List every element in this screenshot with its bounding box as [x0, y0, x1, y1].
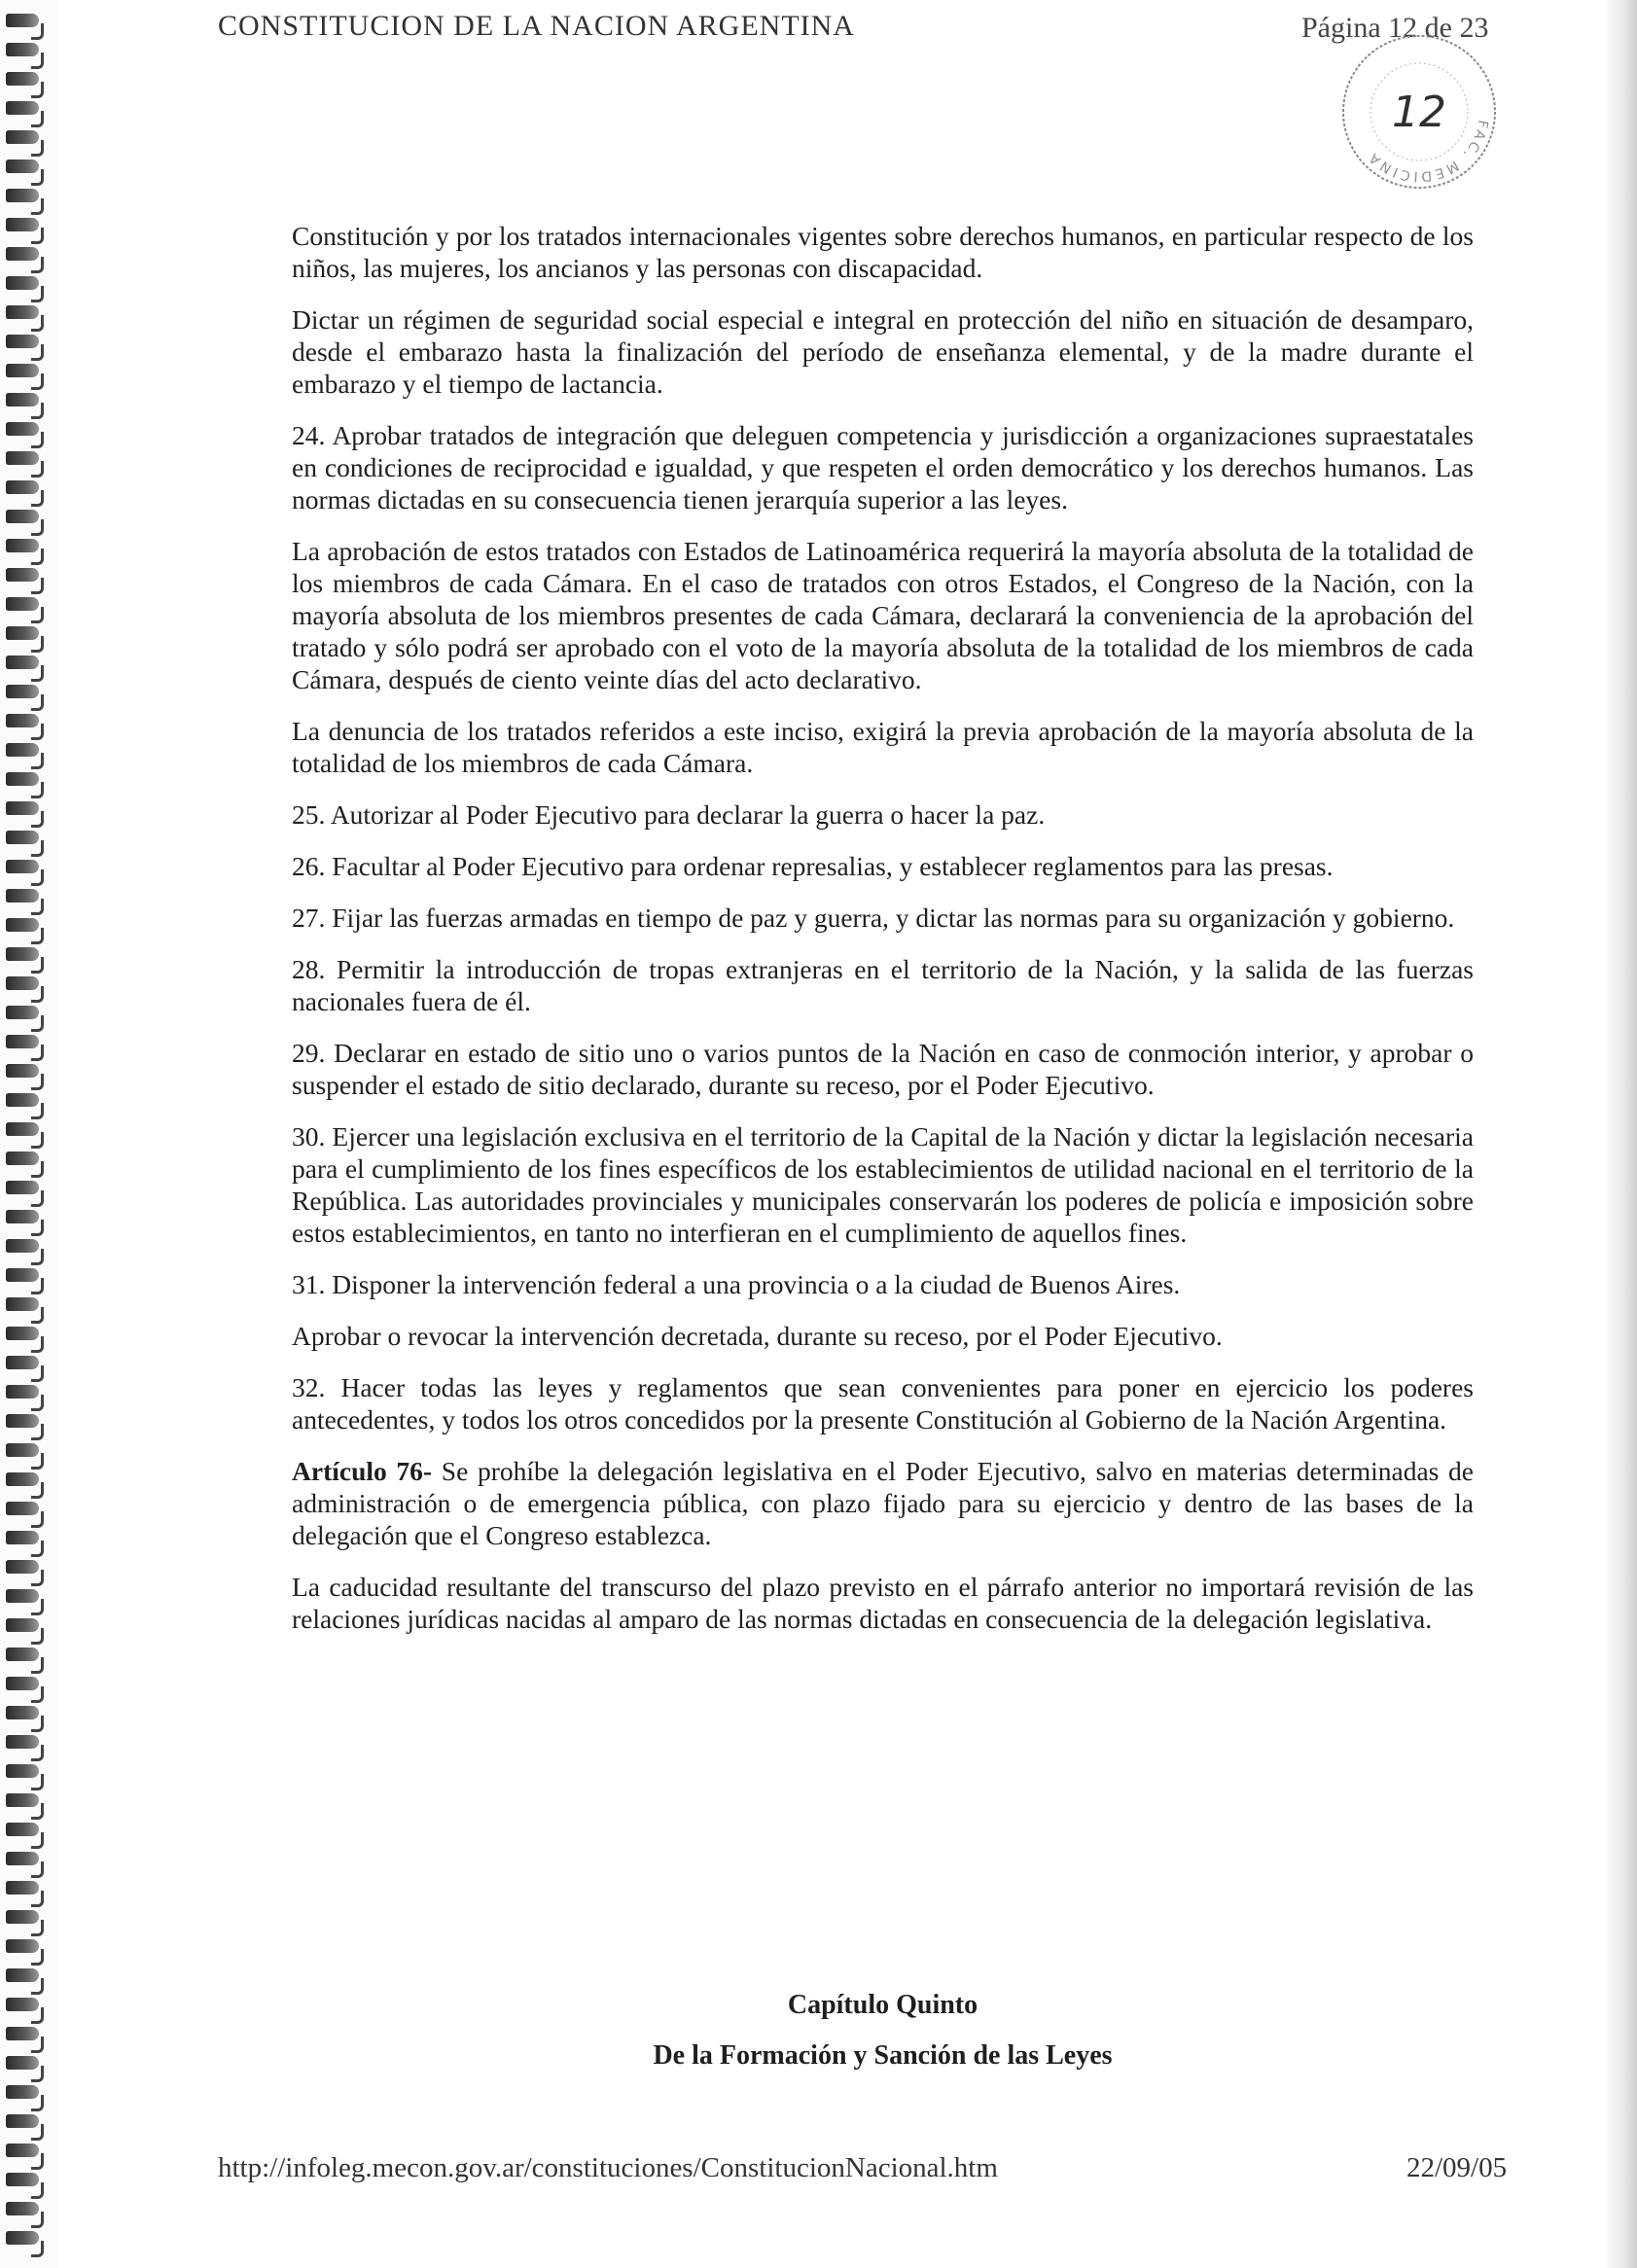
chapter-subtitle: De la Formación y Sanción de las Leyes [653, 2040, 1113, 2071]
body-paragraph [292, 902, 1474, 934]
binding-ring [6, 831, 39, 844]
binding-ring [6, 1648, 39, 1661]
body-paragraph [292, 1371, 1474, 1435]
paragraph-text: Dictar un régimen de seguridad social especial e integral en protección del niño en situación de desamparo, desde el embarazo hasta la finalización del período de enseñanza elemental, y de la madre durante el embarazo y el tiempo de lactancia. [292, 304, 1474, 399]
paragraph-text: 29. Declarar en estado de sitio uno o varios puntos de la Nación en caso de conmoción interior, y aprobar o suspender el estado de sitio declarado, durante su receso, por el Poder Ejecutivo. [292, 1038, 1474, 1100]
paragraph-text: 31. Disponer la intervención federal a una provincia o a la ciudad de Buenos Aires. [292, 1269, 1181, 1299]
binding-ring [6, 1472, 39, 1486]
body-paragraph [292, 303, 1474, 400]
binding-ring [6, 568, 39, 582]
binding-ring [6, 247, 39, 261]
binding-ring [6, 1239, 39, 1253]
binding-ring [6, 2085, 39, 2099]
paragraph-text: 26. Facultar al Poder Ejecutivo para ordenar represalias, y establecer reglamentos para las presas. [292, 851, 1334, 881]
binding-ring [6, 1152, 39, 1165]
body-paragraph [292, 1268, 1474, 1300]
paragraph-text: La aprobación de estos tratados con Estados de Latinoamérica requerirá la mayoría absoluta de la totalidad de los miembros de cada Cámara. En el caso de tratados con otros Estados, el Congreso de la Nación, con la mayoría absoluta de los miembros presentes de cada Cámara, declarará la conveniencia de la aprobación del tratado y sólo podrá ser aprobado con el voto de la mayoría absoluta de la totalidad de los miembros de cada Cámara, después de ciento veinte días del acto declarativo. [292, 536, 1474, 694]
binding-ring [6, 626, 39, 640]
binding-ring [6, 1998, 39, 2011]
binding-ring [6, 1502, 39, 1515]
binding-ring [6, 1560, 39, 1574]
body-paragraph [292, 850, 1474, 882]
binding-ring [6, 685, 39, 698]
binding-ring [6, 189, 39, 202]
binding-ring [6, 1881, 39, 1895]
binding-ring [6, 1735, 39, 1749]
binding-ring [6, 422, 39, 436]
body-paragraph [292, 798, 1474, 831]
binding-ring [6, 335, 39, 348]
article-label: Artículo 76- [292, 1456, 433, 1486]
body-paragraph [292, 1571, 1474, 1635]
page-edge-shadow [1604, 0, 1637, 2268]
binding-ring [6, 1268, 39, 1282]
binding-ring [6, 43, 39, 56]
paragraph-text: 25. Autorizar al Poder Ejecutivo para declarar la guerra o hacer la paz. [292, 799, 1046, 830]
binding-ring [6, 1356, 39, 1369]
binding-ring [6, 1210, 39, 1223]
body-paragraph [292, 1120, 1474, 1249]
binding-ring [6, 393, 39, 407]
body-paragraph [292, 535, 1474, 695]
binding-ring [6, 947, 39, 961]
binding-ring [6, 101, 39, 115]
binding-ring [6, 860, 39, 873]
chapter-title: Capítulo Quinto [787, 1990, 979, 2020]
body-paragraph [292, 1320, 1474, 1352]
body-paragraph [292, 1455, 1474, 1551]
binding-ring [6, 1968, 39, 1982]
paragraph-text: Constitución y por los tratados internacionales vigentes sobre derechos humanos, en particular respecto de los niños, las mujeres, los ancianos y las personas con discapacidad. [292, 221, 1474, 283]
spiral-binding [0, 0, 58, 2268]
binding-ring [6, 918, 39, 932]
binding-ring [6, 305, 39, 319]
binding-ring [6, 1910, 39, 1924]
binding-ring [6, 597, 39, 611]
binding-ring [6, 714, 39, 727]
binding-ring [6, 218, 39, 231]
binding-ring [6, 889, 39, 903]
paragraph-text: La caducidad resultante del transcurso del plazo previsto en el párrafo anterior no importará revisión de las relaciones jurídicas nacidas al amparo de las normas dictadas en consecuencia de la delegación legislativa. [292, 1572, 1474, 1634]
binding-ring [6, 1531, 39, 1544]
body-paragraph [292, 715, 1474, 779]
binding-ring [6, 14, 39, 27]
page-number: Página 12 de 23 [1301, 12, 1489, 44]
binding-ring [6, 1093, 39, 1107]
binding-ring [6, 1852, 39, 1865]
svg-text:FAC. MEDICINA: FAC. MEDICINA [1364, 118, 1491, 185]
binding-ring [6, 1939, 39, 1953]
binding-ring [6, 1035, 39, 1048]
binding-ring [6, 1823, 39, 1836]
binding-ring [6, 130, 39, 144]
binding-ring [6, 2027, 39, 2040]
body-paragraph [292, 220, 1474, 284]
binding-ring [6, 480, 39, 494]
paragraph-text: 27. Fijar las fuerzas armadas en tiempo de paz y guerra, y dictar las normas para su organización y gobierno. [292, 903, 1455, 933]
binding-ring [6, 1706, 39, 1719]
binding-ring [6, 2231, 39, 2245]
binding-ring [6, 2202, 39, 2215]
binding-ring [6, 276, 39, 290]
binding-ring [6, 743, 39, 757]
binding-ring [6, 2114, 39, 2128]
binding-ring [6, 1677, 39, 1690]
paragraph-text: Se prohíbe la delegación legislativa en el Poder Ejecutivo, salvo en materias determinadas de administración o de emergencia pública, con plazo fijado para su ejercicio y dentro de las bases de la delegación que el Congreso establezca. [292, 1456, 1474, 1550]
body-paragraph [292, 953, 1474, 1017]
binding-ring [6, 976, 39, 990]
body-paragraph [292, 1037, 1474, 1101]
document-header-title: CONSTITUCION DE LA NACION ARGENTINA [218, 10, 855, 42]
binding-ring [6, 1618, 39, 1632]
binding-ring [6, 1006, 39, 1019]
source-url: http://infoleg.mecon.gov.ar/constituciones/ConstitucionNacional.htm [218, 2152, 998, 2183]
print-date: 22/09/05 [1406, 2152, 1508, 2183]
binding-ring [6, 1589, 39, 1603]
paragraph-text: 24. Aprobar tratados de integración que deleguen competencia y jurisdicción a organizaciones supraestatales en condiciones de reciprocidad e igualdad, y que respeten el orden democrático y los derechos humanos. Las normas dictadas en su consecuencia tienen jerarquía superior a las leyes. [292, 420, 1474, 514]
binding-ring [6, 1297, 39, 1311]
binding-ring [6, 159, 39, 173]
binding-ring [6, 1385, 39, 1399]
paragraph-text: Aprobar o revocar la intervención decretada, durante su receso, por el Poder Ejecutivo. [292, 1321, 1223, 1351]
paragraph-text: 30. Ejercer una legislación exclusiva en el territorio de la Capital de la Nación y dictar la legislación necesaria para el cumplimiento de los fines específicos de los establecimientos de utilidad nacional en el territorio de la República. Las autoridades provinciales y municipales conservarán los poderes de policía e imposición sobre estos establecimientos, en tanto no interfieran en el cumplimiento de aquellos fines. [292, 1121, 1474, 1248]
seal-stamp-icon [1336, 29, 1502, 195]
paragraph-text: 32. Hacer todas las leyes y reglamentos que sean convenientes para poner en ejercicio los poderes antecedentes, y todos los otros concedidos por la presente Constitución al Gobierno de la Nación Argentina. [292, 1372, 1474, 1435]
stamp-number: 12 [1392, 88, 1446, 137]
binding-ring [6, 1793, 39, 1807]
binding-ring [6, 1122, 39, 1136]
binding-ring [6, 1764, 39, 1778]
binding-ring [6, 451, 39, 465]
document-body [292, 220, 1474, 1654]
paragraph-text: 28. Permitir la introducción de tropas extranjeras en el territorio de la Nación, y la salida de las fuerzas nacionales fuera de él. [292, 954, 1474, 1016]
binding-ring [6, 656, 39, 669]
binding-ring [6, 1414, 39, 1428]
binding-ring [6, 2144, 39, 2157]
binding-ring [6, 1443, 39, 1457]
binding-ring [6, 1181, 39, 1194]
binding-ring [6, 801, 39, 815]
binding-ring [6, 772, 39, 786]
binding-ring [6, 72, 39, 86]
binding-ring [6, 1064, 39, 1078]
body-paragraph [292, 419, 1474, 515]
binding-ring [6, 364, 39, 377]
binding-ring [6, 539, 39, 552]
binding-ring [6, 2173, 39, 2186]
paragraph-text: La denuncia de los tratados referidos a este inciso, exigirá la previa aprobación de la mayoría absoluta de la totalidad de los miembros de cada Cámara. [292, 716, 1474, 778]
binding-ring [6, 1327, 39, 1340]
binding-ring [6, 2056, 39, 2070]
binding-ring [6, 510, 39, 523]
